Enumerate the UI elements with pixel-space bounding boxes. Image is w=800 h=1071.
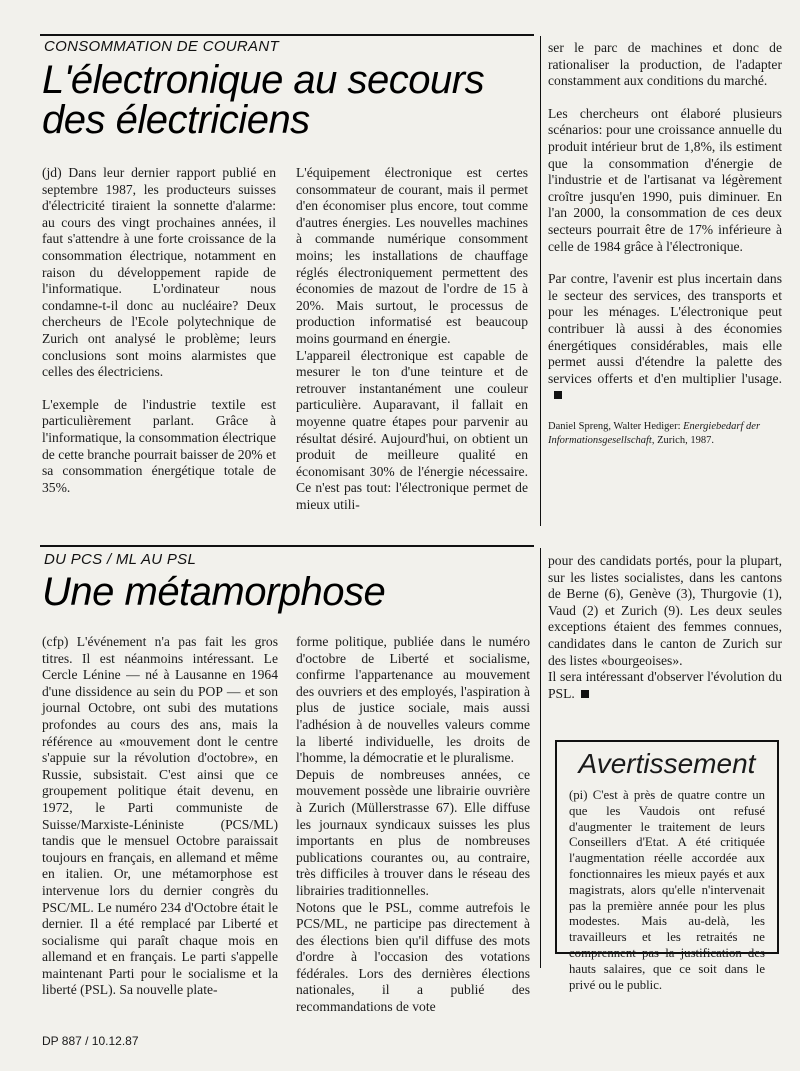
end-of-article-mark [554,391,562,399]
article1-col3-paragraph2: Les chercheurs ont élaboré plusieurs scénarios: pour une croissance annuelle du produit intérieur brut de 1,8%, ils estiment que la consommation d'énergie de l'industrie et de l'artisanat va légèrement croître jusqu'en 1990, puis diminuer. En l'an 2000, la consommation de ces deux secteurs pourrait être de 17% inférieure à celle de 1984 grâce à l'électronique. [548,105,782,254]
article1-column3 [548,40,782,448]
article2-title: Une métamorphose [42,570,386,614]
article1-column2 [296,165,528,513]
article2-column1 [42,634,278,999]
article1-col3-paragraph3-text: Par contre, l'avenir est plus incertain dans le secteur des services, des transports et pour les ménages. L'électronique peut contribuer là aussi à des économies énergétiques considérables, mais elle permet aussi d'étendre la palette des services offerts et d'en multiplier l'usage. [548,271,782,386]
article2-kicker: DU PCS / ML AU PSL [44,551,197,568]
article1-column-divider [540,36,541,526]
article1-col3-paragraph3 [548,271,782,404]
article1-title-line1: L'électronique au secours [42,58,485,102]
article1-kicker: CONSOMMATION DE COURANT [44,38,279,55]
article1-col1-paragraph1: (jd) Dans leur dernier rapport publié en septembre 1987, les producteurs suisses d'électricité tiraient la sonnette d'alarme: au cours des vingt prochaines années, il faut s'attendre à une forte croissance de la consommation électrique, notamment en raison du développement rapide de l'informatique. L'ordinateur nous condamne-t-il donc au nucléaire? Deux chercheurs de l'Ecole polytechnique de Zurich ont analysé le problème; leurs conclusions sont moins alarmistes que celles des électriciens. [42,165,276,380]
article1-col2-paragraph2: L'appareil électronique est capable de mesurer le ton d'une teinture et de retrouver instantanément une couleur particulière. Auparavant, il fallait en moyenne quatre étapes pour parvenir au résultat désiré. Aujourd'hui, on obtient un produit de meilleure qualité en économisant 30% de l'énergie nécessaire. Ce n'est pas tout: l'électronique permet de mieux utili- [296,347,528,512]
article2-column2 [296,634,530,1016]
article2-column-divider [540,548,541,968]
article2-col1-paragraph: (cfp) L'événement n'a pas fait les gros titres. Il est néanmoins intéressant. Le Cercle Lénine — né à Lausanne en 1964 d'une dissidence au sein du POP — et son journal Octobre, ont subi des mutations profondes au cours des ans, mais la référence au «mouvement dont le centre s'appuie sur la révolution d'octobre», en Russie, subsistait. C'est ainsi que ce groupement politique était devenu, en 1972, le Parti communiste de Suisse/Marxiste-Léniniste (PCS/ML) tandis que le mensuel Octobre paraissait toujours en français, en allemand et même en italien. Or, une métamorphose est intervenue lors du dernier congrès du PSC/ML. Le numéro 234 d'Octobre était le dernier. Il a été remplacé par Liberté et socialisme qui paraît chaque mois en allemand et en français. Le parti s'appelle maintenant Parti pour le socialisme et la liberté (PSL). Sa nouvelle plate- [42,634,278,998]
article1-column1 [42,165,276,496]
article1-col1-paragraph2: L'exemple de l'industrie textile est particulièrement parlant. Grâce à l'informatique, la consommation électrique de cette branche pourrait baisser de 20% et sa consommation énergétique totale de 35%. [42,396,276,495]
notice-box [555,740,779,992]
section-rule [40,545,534,547]
article2-col2-paragraph2: Depuis de nombreuses années, ce mouvement possède une librairie ouvrière à Zurich (Müllerstrasse 67). Elle diffuse les journaux syndicaux suisses les plus importants en plus de nombreuses publications courantes ou, au contraire, très difficiles à trouver dans le réseau des librairies traditionnelles. [296,766,530,898]
article2-col2-paragraph1: forme politique, publiée dans le numéro d'octobre de Liberté et socialisme, confirme l'appartenance au mouvement des ouvriers et des employés, l'aspiration à plus de justice sociale, mais aussi l'adhésion à de nouvelles valeurs comme la liberté individuelle, les droits de l'homme, la démocratie et le pluralisme. [296,634,530,766]
article1-title-line2: des électriciens [42,98,310,142]
notice-text: (pi) C'est à près de quatre contre un que les Vaudois ont refusé d'augmenter le traitement de leurs Conseillers d'Etat. A été critiquée l'augmentation réelle accordée aux fonctionnaires les mieux payés et aux magistrats, alors qu'elle n'intervenait pas la première année pour les plus modestes. Mais au-delà, les travailleurs et les retraités ne comprennent pas la justification des hauts salaires, que ce soit dans le privé ou le public. [569,788,765,992]
notice-title: Avertissement [578,748,756,779]
article2-col3-paragraph2 [548,669,782,702]
article2-col3-paragraph2-text: Il sera intéressant d'observer l'évolution du PSL. [548,669,782,701]
top-rule [40,34,534,36]
issue-footer: DP 887 / 10.12.87 [42,1034,139,1048]
credit-authors: Daniel Spreng, Walter Hediger: [548,420,684,432]
article1-source-credit [548,420,782,448]
end-of-article-mark [581,690,589,698]
credit-rest: , Zurich, 1987. [651,434,714,446]
article1-col2-paragraph1: L'équipement électronique est certes consommateur de courant, mais il permet d'en économiser plus encore, tout comme d'autres énergies. Les nouvelles machines à commande numérique consomment moins; les installations de chauffage réglés électroniquement permettent des économies de mazout de l'ordre de 15 à 20%. Mais surtout, le processus de production informatisé est beaucoup moins gourmand en énergie. [296,165,528,346]
article2-column3 [548,553,782,702]
article1-col3-paragraph1: ser le parc de machines et donc de rationaliser la production, de l'adapter constamment aux conditions du marché. [548,40,782,89]
credit-title: Energiebedarf der Informationsgesellschaft [548,420,761,446]
article2-col3-paragraph1: pour des candidats portés, pour la plupart, sur les listes socialistes, dans les cantons de Berne (6), Genève (3), Thurgovie (1), Vaud (2) et Zurich (9). Les deux seules exceptions étaient des femmes connues, candidates dans le canton de Zurich sur des listes «bourgeoises». [548,553,782,668]
article2-col2-paragraph3: Notons que le PSL, comme autrefois le PCS/ML, ne participe pas directement à des élections bien qu'il diffuse des mots d'ordre à l'occasion des votations fédérales. Lors des dernières élections nationales, il a publié des recommandations de vote [296,899,530,1015]
